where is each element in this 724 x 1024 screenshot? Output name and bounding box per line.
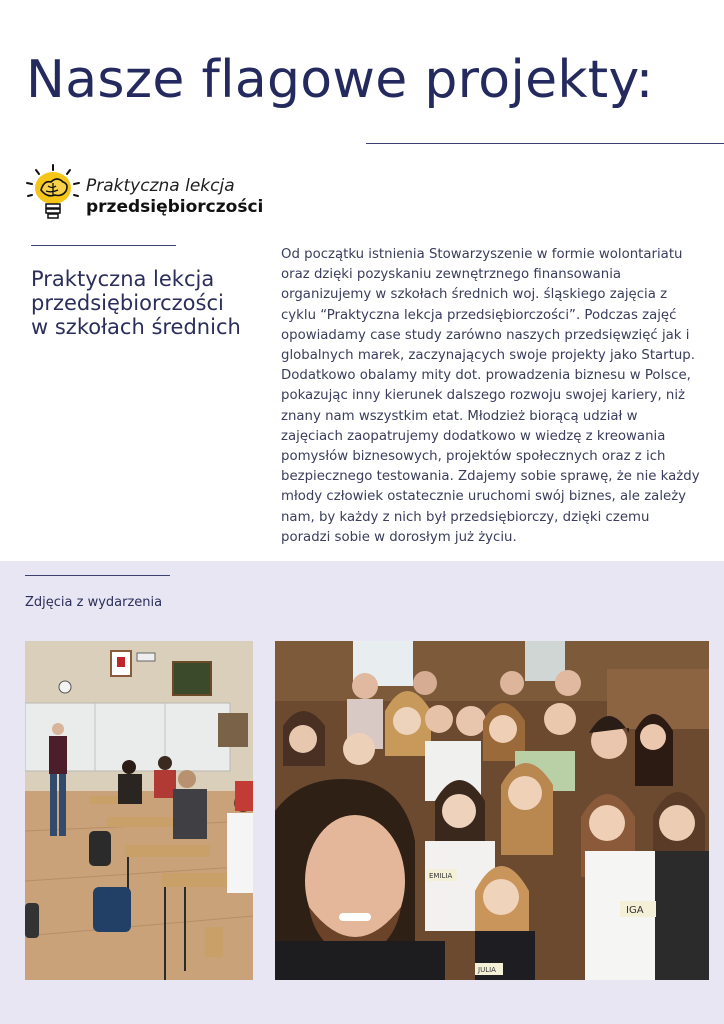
- name-tag-emilia: EMILIA: [429, 872, 453, 880]
- page-title: Nasze flagowe projekty:: [26, 50, 654, 110]
- name-tag-iga: IGA: [626, 905, 644, 916]
- group-selfie-photo: [275, 641, 709, 980]
- project-logo: [24, 164, 264, 224]
- section-divider: [31, 245, 176, 246]
- name-tag-julia: JULIA: [478, 966, 496, 974]
- lightbulb-brain-icon: [24, 164, 82, 224]
- gallery-label: Zdjęcia z wydarzenia: [25, 595, 163, 610]
- section-heading: Praktyczna lekcja przedsiębiorczości w szkołach średnich: [31, 267, 241, 339]
- logo-line-2: przedsiębiorczości: [86, 197, 264, 217]
- gallery-divider: [25, 575, 170, 576]
- title-divider: [366, 143, 724, 144]
- project-description: Od początku istnienia Stowarzyszenie w formie wolontariatu oraz dzięki pozyskaniu zewnętrznego finansowania organizujemy w szkołach średnich woj. śląskiego zajęcia z cyklu “Praktyczna lekcja przedsiębiorczości”. Podczas zajęć opowiadamy case study zarówno naszych przedsięwzięć jak i globalnych marek, zaczynających swoje projekty jako Startup. Dodatkowo obalamy mity dot. prowadzenia biznesu w Polsce, pokazując inny kierunek dalszego rozwoju swojej kariery, niż znany nam wszystkim etat. Młodzież biorącą udział w zajęciach zaopatrujemy dodatkowo w wiedzę z kreowania pomysłów biznesowych, projektów społecznych oraz z ich bezpiecznego testowania. Zdajemy sobie sprawę, że nie każdy młody człowiek ostatecznie uruchomi swój biznes, ale zależy nam, by każdy z nich był przedsiębiorczy, dzięki czemu poradzi sobie w dorosłym już życiu.: [281, 247, 700, 545]
- classroom-photo: [25, 641, 253, 980]
- logo-line-1: Praktyczna lekcja: [86, 176, 235, 196]
